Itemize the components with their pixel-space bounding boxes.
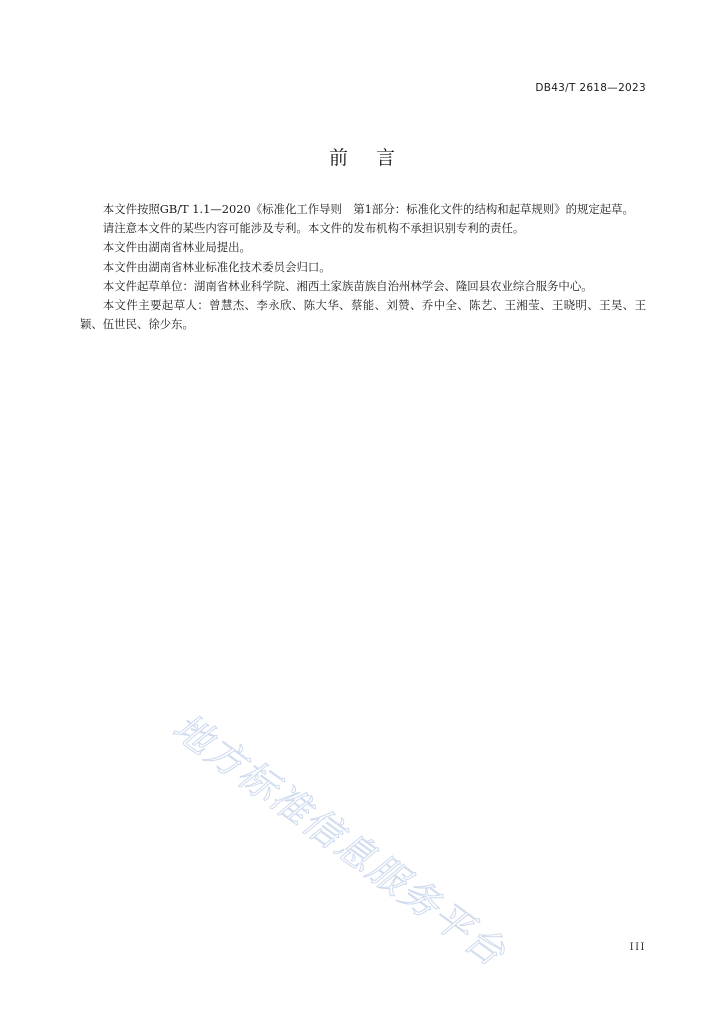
paragraph-patent-notice: 请注意本文件的某些内容可能涉及专利。本文件的发布机构不承担识别专利的责任。 [102, 221, 525, 236]
document-code: DB43/T 2618—2023 [535, 82, 646, 94]
watermark: 地方标准信息服务平台 [165, 704, 515, 976]
paragraph-proposer: 本文件由湖南省林业局提出。 [102, 240, 251, 255]
paragraph-committee: 本文件由湖南省林业标准化技术委员会归口。 [102, 259, 331, 274]
page-title: 前言 [328, 147, 423, 169]
paragraph-drafting-rules: 本文件按照GB/T 1.1—2020《标准化工作导则 第1部分：标准化文件的结构和起草规则》的规定起草。 [102, 202, 634, 216]
paragraph-drafting-units: 本文件起草单位：湖南省林业科学院、湘西土家族苗族自治州林学会、隆回县农业综合服务中心。 [102, 278, 593, 293]
page-number: III [629, 942, 646, 953]
foreword-body [80, 200, 646, 334]
paragraph-drafters: 本文件主要起草人：曾慧杰、李永欣、陈大华、蔡能、刘赞、乔中全、陈艺、王湘莹、王晓明、王昊、王颖、伍世民、徐少东。 [80, 298, 646, 332]
